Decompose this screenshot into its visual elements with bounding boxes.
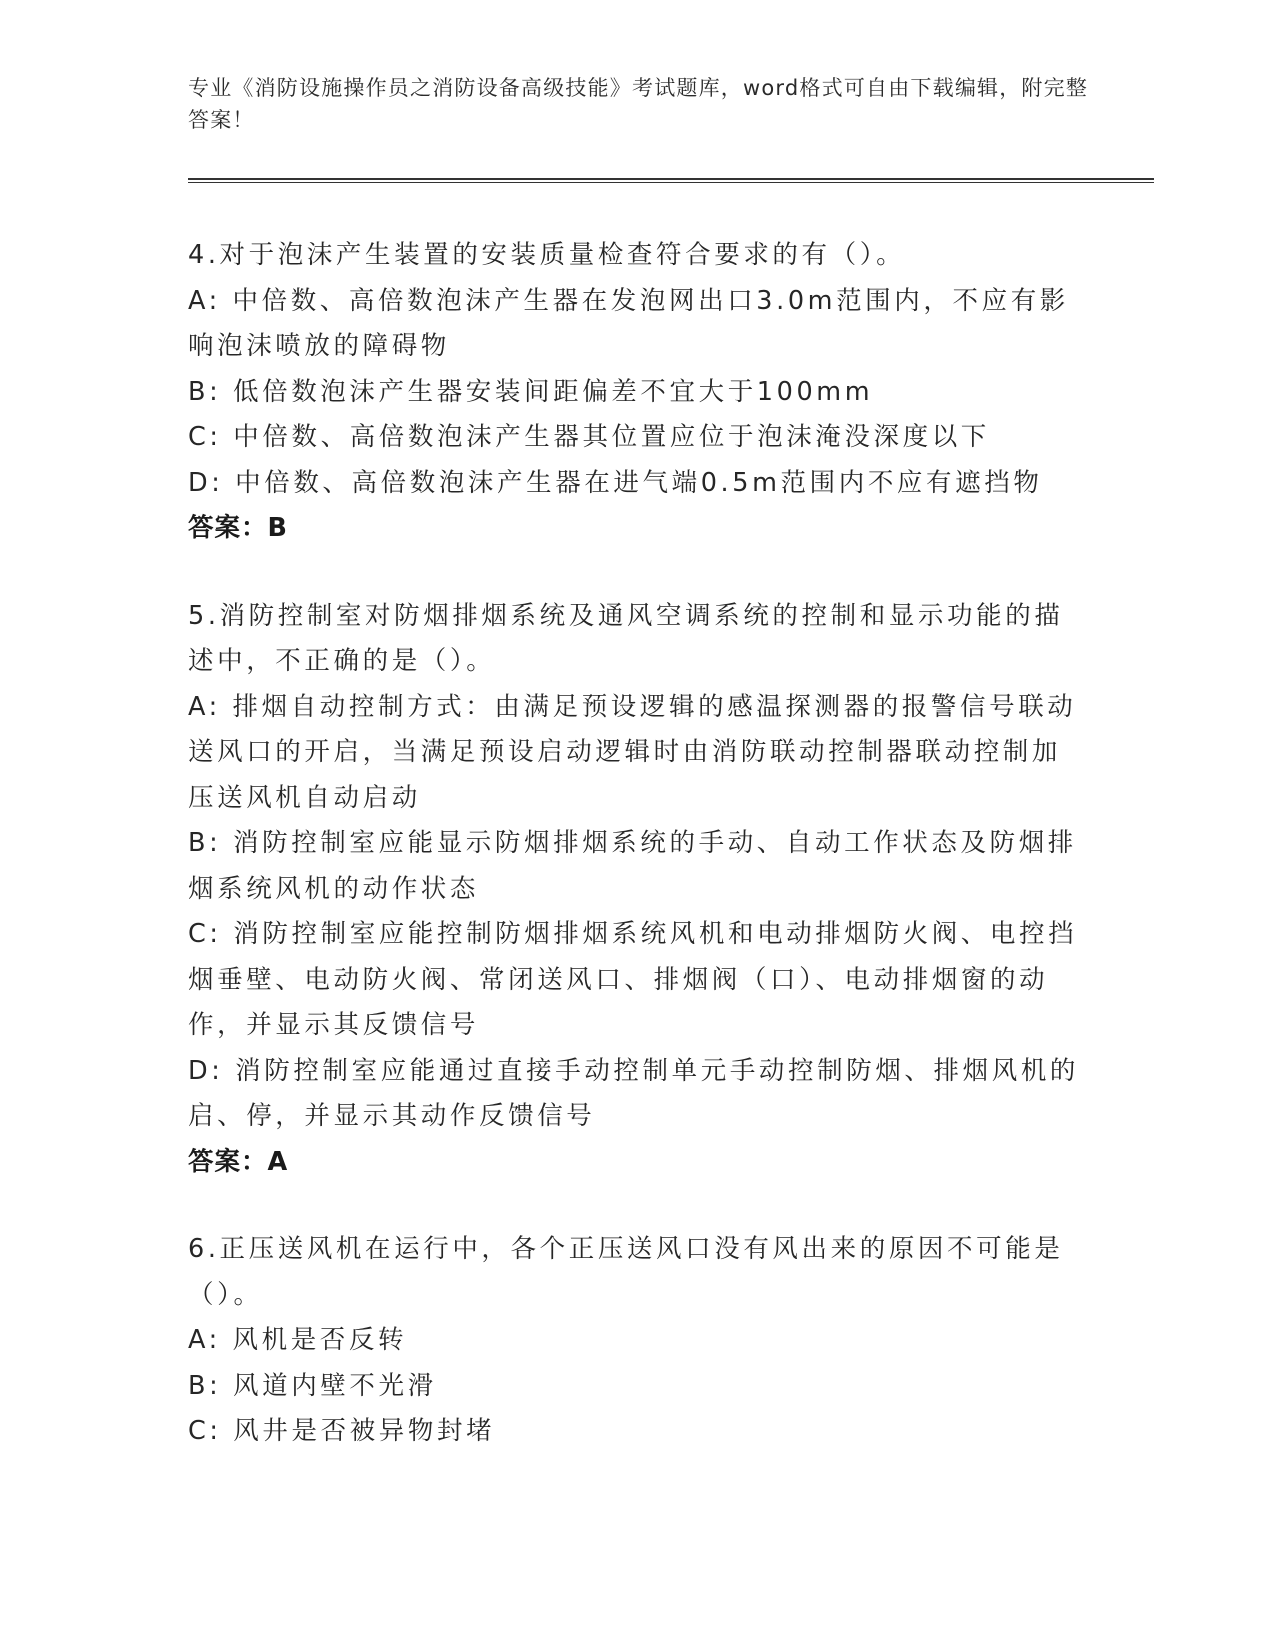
answer-line: 答案：A — [188, 1146, 289, 1177]
option-a: A: 风机是否反转 — [188, 1325, 408, 1355]
option-a: A: 中倍数、高倍数泡沫产生器在发泡网出口3.0m范围内，不应有影响泡沫喷放的障碍物 — [188, 285, 1069, 361]
question-stem: 6.正压送风机在运行中，各个正压送风口没有风出来的原因不可能是（）。 — [188, 1234, 1064, 1310]
option-b: B: 低倍数泡沫产生器安装间距偏差不宜大于100mm — [188, 376, 874, 407]
option-d: D: 中倍数、高倍数泡沫产生器在进气端0.5m范围内不应有遮挡物 — [188, 467, 1043, 498]
question-4 — [188, 233, 1088, 552]
option-b: B: 消防控制室应能显示防烟排烟系统的手动、自动工作状态及防烟排烟系统风机的动作状态 — [188, 828, 1077, 904]
answer-line: 答案：B — [188, 513, 288, 543]
option-b: B: 风道内壁不光滑 — [188, 1370, 437, 1401]
question-stem: 4.对于泡沫产生装置的安装质量检查符合要求的有（）。 — [188, 240, 906, 270]
option-c: C: 中倍数、高倍数泡沫产生器其位置应位于泡沫淹没深度以下 — [188, 422, 990, 452]
option-c: C: 风井是否被异物封堵 — [188, 1416, 496, 1446]
option-c: C: 消防控制室应能控制防烟排烟系统风机和电动排烟防火阀、电控挡烟垂壁、电动防火阀、常闭送风口、排烟阀（口）、电动排烟窗的动作，并显示其反馈信号 — [188, 919, 1078, 1040]
question-stem: 5.消防控制室对防烟排烟系统及通风空调系统的控制和显示功能的描述中，不正确的是（）。 — [188, 600, 1064, 676]
header-divider — [188, 178, 1154, 183]
question-5 — [188, 594, 1088, 1186]
question-list — [188, 233, 1088, 1497]
document-header-text: 专业《消防设施操作员之消防设备高级技能》考试题库，word格式可自由下载编辑，附完整答案！ — [188, 76, 1089, 132]
option-a: A: 排烟自动控制方式：由满足预设逻辑的感温探测器的报警信号联动送风口的开启，当满足预设启动逻辑时由消防联动控制器联动控制加压送风机自动启动 — [188, 691, 1077, 813]
question-6 — [188, 1227, 1088, 1455]
option-d: D: 消防控制室应能通过直接手动控制单元手动控制防烟、排烟风机的启、停，并显示其动作反馈信号 — [188, 1055, 1080, 1131]
